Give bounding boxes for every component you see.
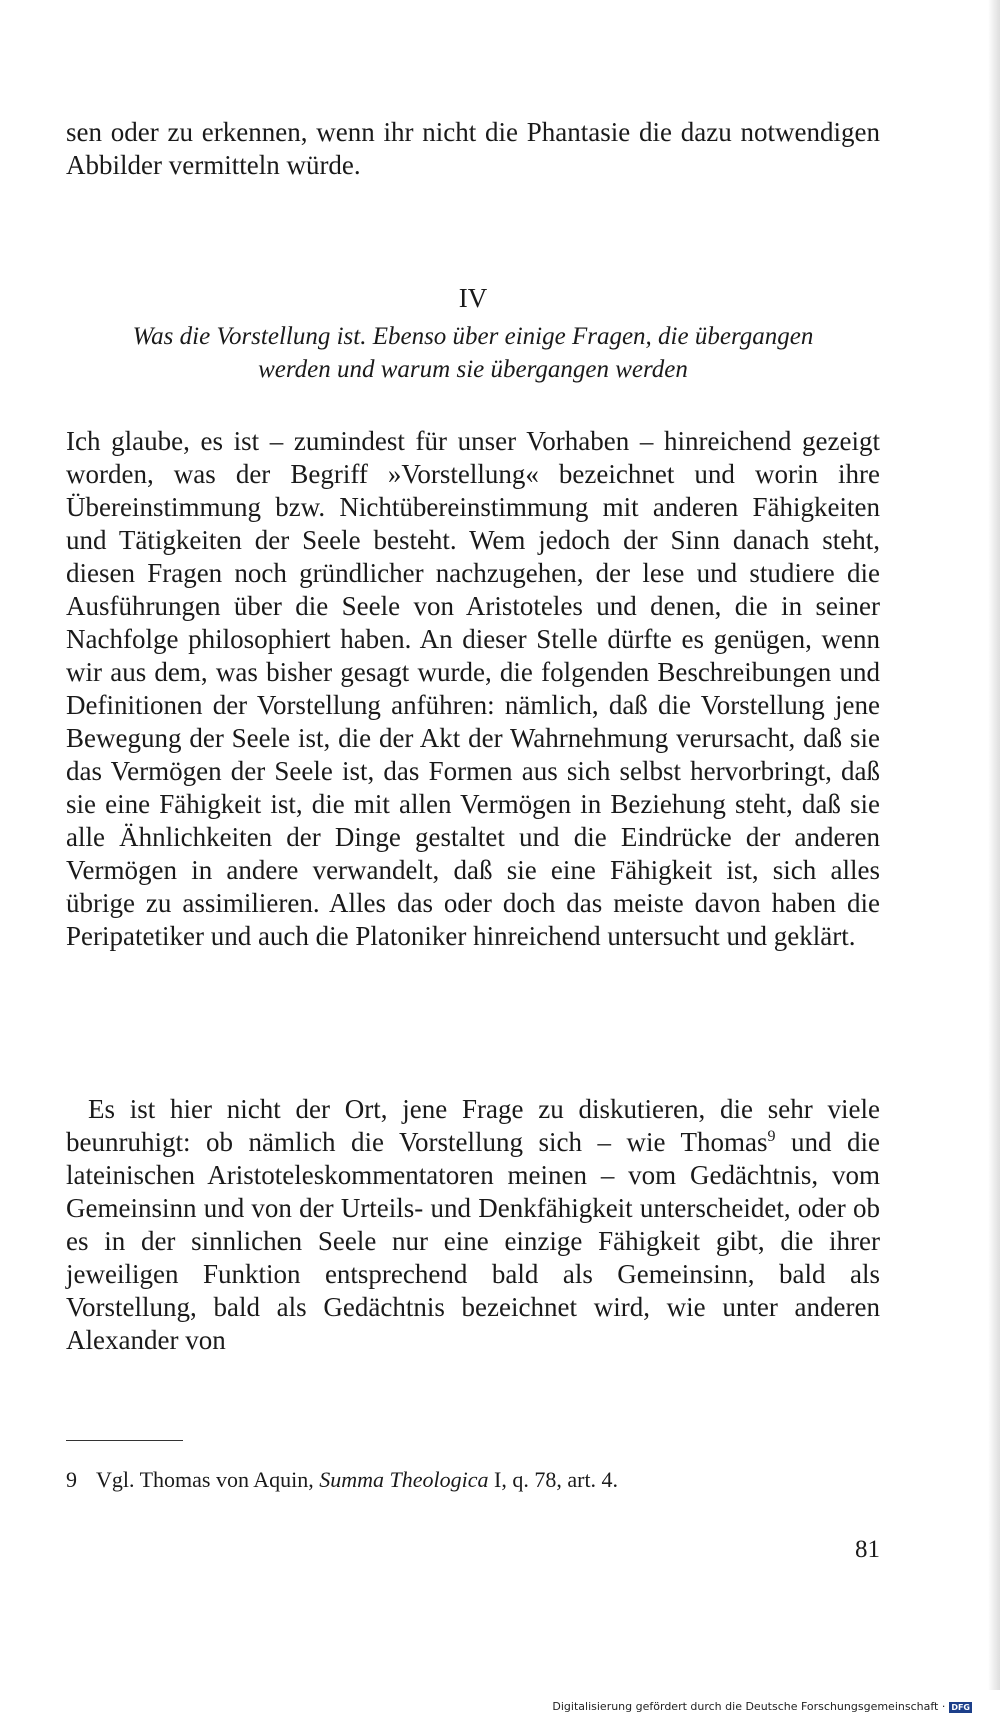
footer-text: Digitalisierung gefördert durch die Deutsche Forschungsgemeinschaft · [552,1700,946,1713]
paragraph-2-text-end: und die lateinischen Aristoteleskommentatoren meinen – vom Gedächtnis, vom Gemeinsinn und von der Urteils- und Denkfähigkeit unterscheidet, oder ob es in der sinnlichen Seele nur eine einzige Fähigkeit gibt, die ihrer jeweiligen Funktion entsprechend bald als Gemeinsinn, bald als Vorstellung, bald als Gedächtnis bezeichnet wird, wie unter anderen Alexander von [66,1127,880,1355]
dfg-logo: DFG [951,1702,970,1712]
chapter-title-line-2: werden und warum sie übergangen werden [258,356,688,383]
page-number: 81 [855,1536,880,1563]
footnote-text-end: I, q. 78, art. 4. [488,1467,619,1492]
footnote-reference[interactable]: 9 [767,1128,776,1145]
footnote [66,1465,880,1495]
footnote-text-start: Vgl. Thomas von Aquin, [96,1467,320,1492]
chapter-number: IV [458,283,488,313]
paragraph-2-text-start: Es ist hier nicht der Ort, jene Frage zu diskutieren, die sehr viele beunruhigt: ob nämlich die Vorstellung sich – wie Thomas [66,1094,880,1157]
chapter-title-line-1: Was die Vorstellung ist. Ebenso über einige Fragen, die übergangen [132,323,814,350]
digitization-footer [552,1700,972,1714]
footnote-number: 9 [66,1467,77,1492]
page-edge-shadow [988,0,1000,1690]
paragraph-2 [66,1093,880,1357]
footnote-divider [66,1440,183,1441]
footnote-work-title: Summa Theologica [319,1467,489,1492]
paragraph-1: Ich glaube, es ist – zumindest für unser Vorhaben – hinreichend gezeigt worden, was der Begriff »Vorstellung« bezeichnet und worin ihre Übereinstimmung bzw. Nichtübereinstimmung mit anderen Fähigkeiten und Tätigkeiten der Seele besteht. Wem jedoch der Sinn danach steht, diesen Fragen noch gründlicher nachzugehen, der lese und studiere die Ausführungen über die Seele von Aristoteles und denen, die in seiner Nachfolge philosophiert haben. An dieser Stelle dürfte es genügen, wenn wir aus dem, was bisher gesagt wurde, die folgenden Beschreibungen und Definitionen der Vorstellung anführen: nämlich, daß die Vorstellung jene Bewegung der Seele ist, die der Akt der Wahrnehmung verursacht, daß sie das Vermögen der Seele ist, das Formen aus sich selbst hervorbringt, daß sie eine Fähigkeit ist, die mit allen Vermögen in Beziehung steht, daß sie alle Ähnlichkeiten der Dinge gestaltet und die Eindrücke der anderen Vermögen in andere verwandelt, daß sie eine Fähigkeit ist, sich alles übrige zu assimilieren. Alles das oder doch das meiste davon haben die Peripatetiker und auch die Platoniker hinreichend untersucht und geklärt. [66,426,880,951]
paragraph-continuation: sen oder zu erkennen, wenn ihr nicht die Phantasie die dazu notwendigen Abbilder vermitteln würde. [66,117,880,180]
chapter-title [66,320,880,386]
